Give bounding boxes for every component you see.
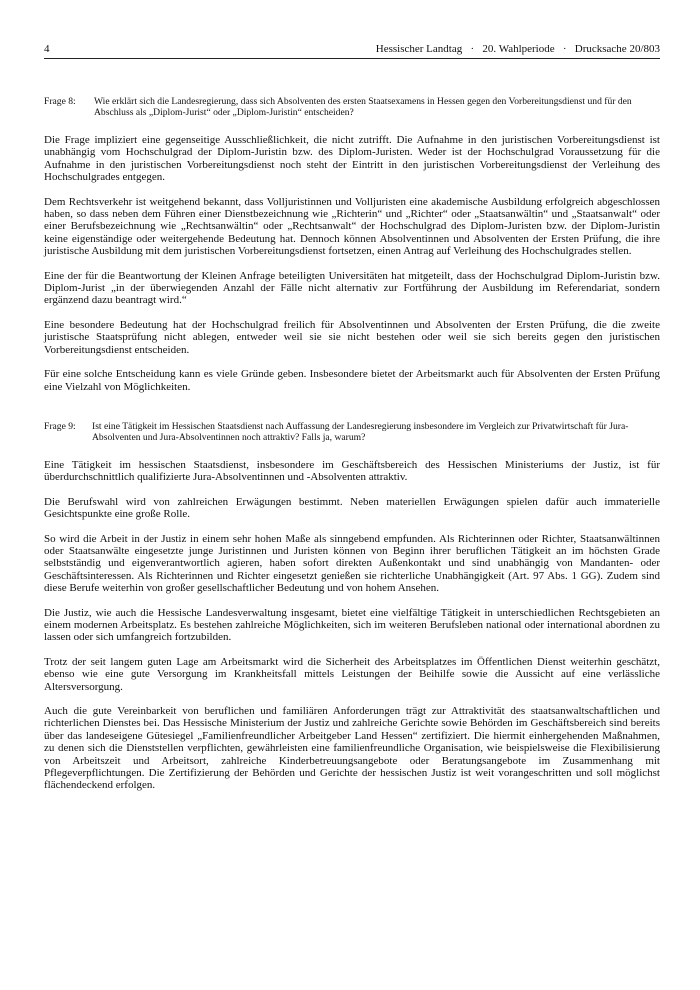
answer-9-paragraph: Auch die gute Vereinbarkeit von beruflichen und familiären Anforderungen trägt zur Attraktivität des staatsanwaltschaftlichen und richterlichen Dienstes bei. Das Hessische Ministerium der Justiz und zahlreiche Gerichte sowie Behörden im Geschäftsbereich sind bereits über das landeseigene Gütesiegel „Familienfreundlicher Arbeitgeber Land Hessen“ zertifiziert. Die hiermit einhergehenden Maßnahmen, zu denen sich die Dienststellen verpflichten, gewährleisten eine familienfreundliche Organisation, wie beispielsweise die Flexibilisierung von Arbeitszeit und Arbeitsort, zahlreiche Kinderbetreuungsangebote oder Beratungsangebote im Zusammenhang mit Pflegeverpflichtungen. Die Zertifizierung der Behörden und Gerichte der hessischen Justiz ist weit vorangeschritten und soll möglichst flächendeckend erfolgen. (44, 705, 660, 792)
answer-9-paragraph: Die Berufswahl wird von zahlreichen Erwägungen bestimmt. Neben materiellen Erwägungen spielen dafür auch immaterielle Gesichtspunkte eine große Rolle. (44, 495, 660, 521)
answer-8-paragraph: Eine der für die Beantwortung der Kleinen Anfrage beteiligten Universitäten hat mitgeteilt, dass der Hochschulgrad Diplom-Juristin bzw. Diplom-Jurist „in der überwiegenden Anzahl der Fälle nicht alternativ zur Fortführung der Ausbildung im Referendariat, sondern ergänzend dazu beantragt wird.“ (44, 269, 660, 307)
answer-9-paragraph: Die Justiz, wie auch die Hessische Landesverwaltung insgesamt, bietet eine vielfältige Tätigkeit in unterschiedlichen Rechtsgebieten an einem modernen Arbeitsplatz. Es bestehen zahlreiche Möglichkeiten, sich im weiteren Berufsleben national oder international abordnen zu lassen oder sich umfangreich fortzubilden. (44, 606, 660, 644)
page-number: 4 (44, 43, 50, 55)
question-8-label: Frage 8: (44, 96, 76, 107)
answer-8-paragraph: Dem Rechtsverkehr ist weitgehend bekannt, dass Volljuristinnen und Volljuristen eine akademische Ausbildung erfolgreich abgeschlossen haben, so dass neben dem Führen einer Dienstbezeichnung wie „Richterin“ und „Richter“ oder „Staatsanwältin“ und „Staatsanwalt“ oder einer Berufsbezeichnung wie „Rechtsanwältin“ oder „Rechtsanwalt“ der Hochschulgrad des Diplom-Juristen bzw. der Diplom-Juristin keine eigenständige oder weitergehende Bedeutung hat. Dennoch können Absolventinnen und Absolventen der Ersten Prüfung, die ihre juristische Ausbildung mit dem juristischen Vorbereitungsdienst fortsetzen, einen Antrag auf Verleihung des Hochschulgrades stellen. (44, 195, 660, 258)
question-9 (44, 421, 660, 443)
question-8-text: Wie erklärt sich die Landesregierung, dass sich Absolventen des ersten Staatsexamens in Hessen gegen den Vorbereitungsdienst und für den Abschluss als „Diplom-Jurist“ oder „Diplom-Juristin“ entscheiden? (94, 96, 632, 118)
question-9-text: Ist eine Tätigkeit im Hessischen Staatsdienst nach Auffassung der Landesregierung insbesondere im Vergleich zur Privatwirtschaft für Jura-Absolventen und Jura-Absolventinnen noch attraktiv? Falls ja, warum? (92, 420, 629, 443)
answer-8-paragraph: Die Frage impliziert eine gegenseitige Ausschließlichkeit, die nicht zutrifft. Die Aufnahme in den juristischen Vorbereitungsdienst ist unabhängig vom Hochschulgrad der Diplom-Juristin bzw. des Diplom-Juristen. Weder ist der Hochschulgrad Voraussetzung für die Aufnahme in den juristischen Vorbereitungsdienst noch steht der Eintritt in den juristischen Vorbereitungsdienst der Verleihung des Hochschulgrades entgegen. (44, 134, 660, 184)
running-title: Hessischer Landtag · 20. Wahlperiode · Drucksache 20/803 (375, 43, 660, 55)
page-header (44, 42, 660, 59)
question-9-label: Frage 9: (44, 420, 76, 432)
answer-9-paragraph: Eine Tätigkeit im hessischen Staatsdienst, insbesondere im Geschäftsbereich des Hessischen Ministeriums der Justiz, ist für überdurchschnittlich qualifizierte Jura-Absolventinnen und -Absolventen attraktiv. (44, 458, 660, 484)
answer-8-paragraph: Eine besondere Bedeutung hat der Hochschulgrad freilich für Absolventinnen und Absolventen der Ersten Prüfung, die die zweite juristische Staatsprüfung nicht ablegen, entweder weil sie sie nicht bestehen oder weil sie sich bereits gegen den juristischen Vorbereitungsdienst entscheiden. (44, 318, 660, 356)
answer-8-paragraph: Für eine solche Entscheidung kann es viele Gründe geben. Insbesondere bietet der Arbeitsmarkt auch für Absolventen der Ersten Prüfung eine Vielzahl von Möglichkeiten. (44, 368, 660, 393)
answer-9-paragraph: So wird die Arbeit in der Justiz in einem sehr hohen Maße als sinngebend empfunden. Als Richterinnen oder Richter, Staatsanwältinnen oder Staatsanwälte eingesetzte junge Juristinnen und Juristen können von Beginn ihrer beruflichen Tätigkeit an im höchsten Grade selbstständig und eigenverantwortlich agieren, haben sofort direkten Außenkontakt und sind unabhängig von Mandanten- oder Geschäftsinteressen. Als Richterinnen und Richter eingesetzt genießen sie richterliche Unabhängigkeit (Art. 97 Abs. 1 GG). Zudem sind diese Berufe weiterhin von großer gesellschaftlicher Bedeutung und von hohem Ansehen. (44, 532, 660, 595)
document-body (44, 96, 660, 804)
question-8 (44, 96, 660, 118)
answer-9-paragraph: Trotz der seit langem guten Lage am Arbeitsmarkt wird die Sicherheit des Arbeitsplatzes im Öffentlichen Dienst weiterhin geschätzt, ebenso wie eine gute Versorgung im Krankheitsfall mittels Leistungen der Beihilfe sowie die Aussicht auf eine verlässliche Altersversorgung. (44, 655, 660, 693)
